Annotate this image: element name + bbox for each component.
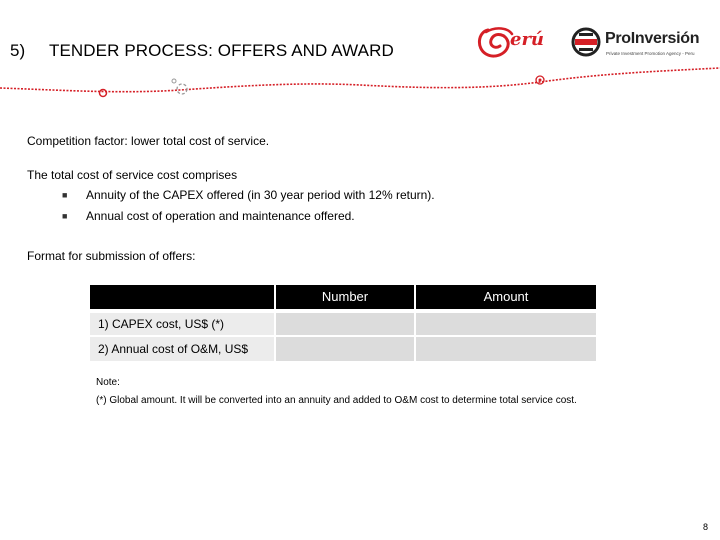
format-heading: Format for submission of offers:	[27, 249, 196, 263]
bullet-icon: ■	[62, 190, 68, 200]
cost-intro-text: The total cost of service cost comprises	[27, 168, 238, 182]
proinversion-logo-tagline: Private Investment Promotion Agency - Peru	[606, 51, 695, 56]
table-cell-number	[276, 313, 414, 335]
note-text: (*) Global amount. It will be converted into an annuity and added to O&M cost to determine total service cost.	[96, 395, 577, 406]
proinversion-logo-icon	[571, 27, 601, 57]
section-number: 5)	[10, 41, 26, 60]
table-header-number: Number	[276, 285, 414, 309]
bullet-item: Annuity of the CAPEX offered (in 30 year period with 12% return).	[86, 188, 435, 202]
page-title: TENDER PROCESS: OFFERS AND AWARD	[49, 41, 394, 60]
offer-format-table	[90, 285, 596, 361]
peru-logo-text: erú	[510, 29, 545, 50]
note-label: Note:	[96, 377, 120, 388]
page-number: 8	[703, 522, 709, 532]
table-cell-amount	[416, 313, 596, 335]
table-cell-amount	[416, 337, 596, 361]
table-cell-number	[276, 337, 414, 361]
table-row-label: 2) Annual cost of O&M, US$	[90, 337, 274, 361]
table-header-blank	[90, 285, 274, 309]
table-header-amount: Amount	[416, 285, 596, 309]
decorative-swirl-line	[0, 60, 720, 110]
bullet-icon: ■	[62, 211, 68, 221]
proinversion-logo-name: ProInversión	[605, 30, 700, 47]
bullet-item: Annual cost of operation and maintenance offered.	[86, 209, 355, 223]
table-row-label: 1) CAPEX cost, US$ (*)	[90, 313, 274, 335]
competition-factor-text: Competition factor: lower total cost of service.	[27, 134, 270, 148]
